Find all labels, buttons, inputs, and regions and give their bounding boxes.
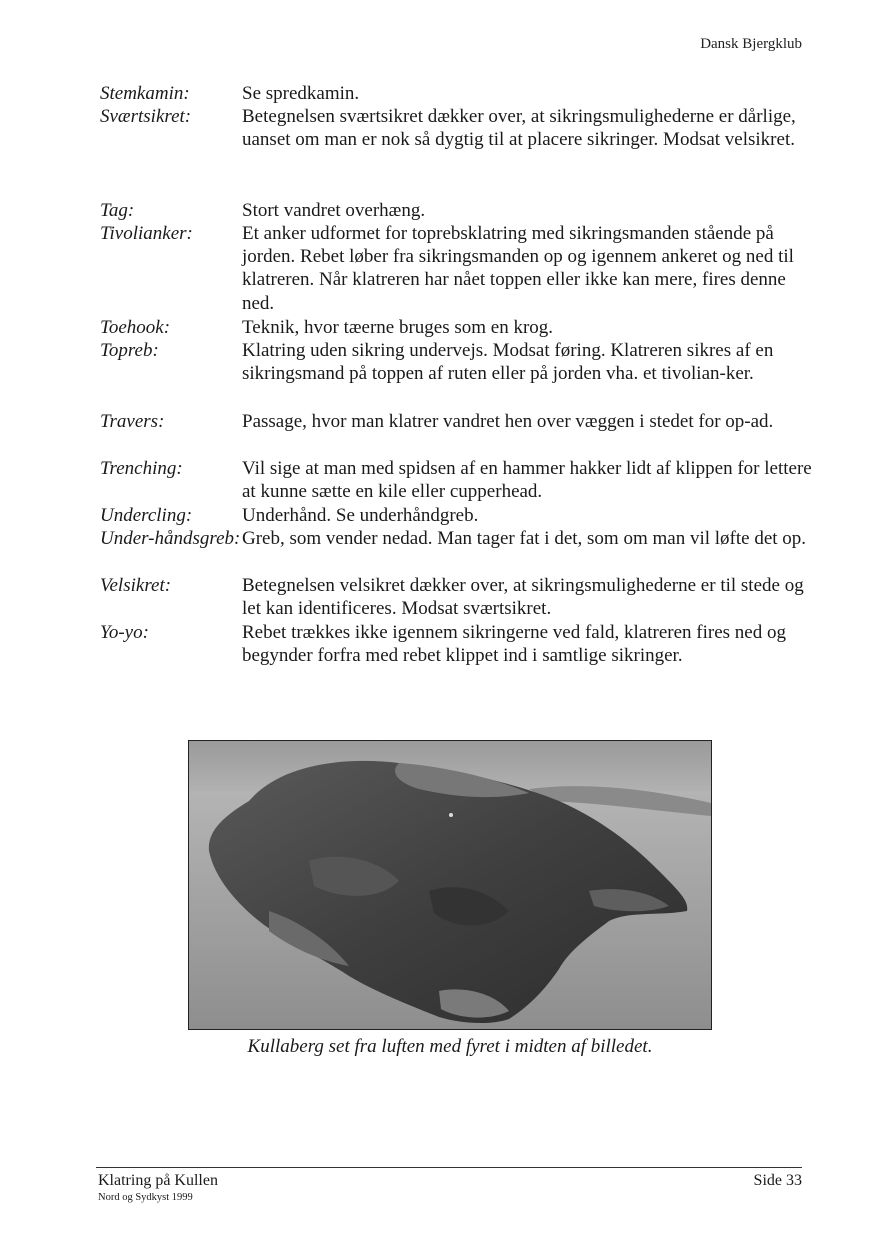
glossary-definition: Teknik, hvor tæerne bruges som en krog. xyxy=(242,317,554,338)
aerial-photo xyxy=(188,740,712,1030)
glossary-list xyxy=(100,82,820,668)
glossary-entry xyxy=(100,410,820,457)
glossary-definition: Underhånd. Se underhåndgreb. xyxy=(242,505,479,526)
glossary-term: Toehook: xyxy=(100,317,171,338)
glossary-definition: Stort vandret overhæng. xyxy=(242,200,426,221)
footer-publication xyxy=(98,1172,218,1203)
glossary-definition: Greb, som vender nedad. Man tager fat i det, som om man vil løfte det op. xyxy=(242,528,807,549)
glossary-definition: Vil sige at man med spidsen af en hammer hakker lidt af klippen for lettere at kunne sætte en kile eller cupperhead. xyxy=(242,458,812,503)
glossary-term: Sværtsikret: xyxy=(100,106,192,127)
glossary-term: Trenching: xyxy=(100,458,183,479)
glossary-entry xyxy=(100,105,820,199)
glossary-entry xyxy=(100,457,820,504)
glossary-entry xyxy=(100,527,820,574)
glossary-entry xyxy=(100,574,820,621)
figure-caption: Kullaberg set fra luften med fyret i midten af billedet. xyxy=(247,1036,653,1057)
page-number: Side 33 xyxy=(753,1172,802,1189)
glossary-entry xyxy=(100,339,820,410)
glossary-entry xyxy=(100,222,820,316)
glossary-term: Topreb: xyxy=(100,340,159,361)
glossary-definition: Se spredkamin. xyxy=(242,83,360,104)
glossary-definition: Betegnelsen sværtsikret dækker over, at sikringsmulighederne er dårlige, uanset om man er nok så dygtig til at placere sikringer. Modsat velsikret. xyxy=(242,106,796,151)
glossary-definition: Passage, hvor man klatrer vandret hen over væggen i stedet for op-ad. xyxy=(242,411,774,432)
glossary-term: Tivolianker: xyxy=(100,223,193,244)
glossary-entry xyxy=(100,199,820,222)
glossary-entry xyxy=(100,504,820,527)
glossary-term: Stemkamin: xyxy=(100,83,190,104)
glossary-entry xyxy=(100,621,820,668)
glossary-entry xyxy=(100,316,820,339)
glossary-definition: Rebet trækkes ikke igennem sikringerne ved fald, klatreren fires ned og begynder forfra med rebet klippet ind i samtlige sikringer. xyxy=(242,622,786,667)
glossary-definition: Klatring uden sikring undervejs. Modsat føring. Klatreren sikres af en sikringsmand på toppen af ruten eller på jorden vha. et tivolian-ker. xyxy=(242,340,774,385)
glossary-definition: Et anker udformet for toprebsklatring med sikringsmanden stående på jorden. Rebet løber fra sikringsmanden op og igennem ankeret og ned til klatreren. Når klatreren har nået toppen eller ikke kan mere, fires denne ned. xyxy=(242,223,794,314)
footer-subtitle: Nord og Sydkyst 1999 xyxy=(98,1192,193,1203)
glossary-term: Travers: xyxy=(100,411,165,432)
glossary-term: Yo-yo: xyxy=(100,622,149,643)
glossary-term: Velsikret: xyxy=(100,575,172,596)
glossary-entry xyxy=(100,82,820,105)
footer-title: Klatring på Kullen xyxy=(98,1172,218,1189)
footer-divider xyxy=(96,1167,802,1168)
glossary-term: Undercling: xyxy=(100,505,193,526)
glossary-term: Under-håndsgreb: xyxy=(100,528,241,549)
glossary-term: Tag: xyxy=(100,200,135,221)
running-header: Dansk Bjergklub xyxy=(700,36,802,52)
glossary-definition: Betegnelsen velsikret dækker over, at sikringsmulighederne er til stede og let kan identificeres. Modsat sværtsikret. xyxy=(242,575,804,620)
